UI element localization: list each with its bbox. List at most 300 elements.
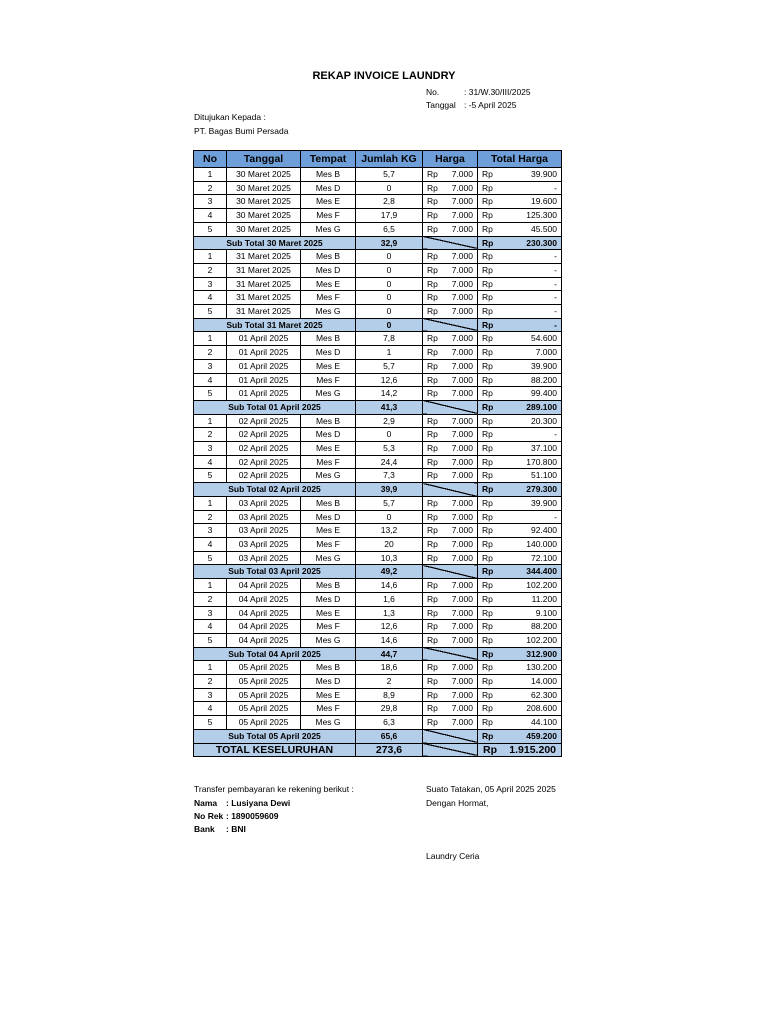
row-total [478,168,562,182]
invoice-table [193,150,562,757]
invoice-number [426,87,531,97]
total-value: 14.000 [531,676,557,687]
table-row [194,332,562,346]
currency-label: Rp [482,607,493,618]
table-row [194,250,562,264]
row-date: 31 Maret 2025 [227,277,301,291]
row-no: 4 [194,702,227,716]
table-row [194,702,562,716]
subtotal-total-value: 312.900 [526,648,557,659]
table-row [194,537,562,551]
currency-label: Rp [482,484,494,495]
row-kg: 0 [356,250,423,264]
account-number-value: : 1890059609 [226,811,279,821]
currency-label: Rp [482,292,493,303]
row-place: Mes D [301,675,356,689]
total-value: 54.600 [531,333,557,344]
price-value: 7.000 [451,251,473,262]
table-row [194,442,562,456]
price-value: 7.000 [451,360,473,371]
row-kg: 2,9 [356,414,423,428]
total-value: - [554,182,557,193]
subtotal-row [194,647,562,661]
currency-label: Rp [482,648,494,659]
row-no: 1 [194,168,227,182]
row-kg: 13,2 [356,524,423,538]
row-date: 05 April 2025 [227,688,301,702]
price-value: 7.000 [451,347,473,358]
col-header-place: Tempat [301,151,356,168]
row-date: 03 April 2025 [227,524,301,538]
table-row [194,181,562,195]
currency-label: Rp [482,415,493,426]
row-kg: 24,4 [356,455,423,469]
table-row [194,291,562,305]
row-no: 3 [194,277,227,291]
table-row [194,373,562,387]
invoice-date-label: Tanggal [426,100,456,110]
row-price [423,442,478,456]
row-price [423,195,478,209]
row-price [423,332,478,346]
row-price [423,181,478,195]
price-value: 7.000 [451,264,473,275]
row-total [478,455,562,469]
row-total [478,510,562,524]
row-no: 5 [194,716,227,730]
table-body [194,168,562,757]
row-kg: 10,3 [356,551,423,565]
price-value: 7.000 [451,333,473,344]
row-price [423,277,478,291]
col-header-price: Harga [423,151,478,168]
subtotal-label: Sub Total 30 Maret 2025 [194,236,356,250]
col-header-date: Tanggal [227,151,301,168]
row-date: 30 Maret 2025 [227,168,301,182]
subtotal-total-value: 344.400 [526,566,557,577]
row-place: Mes E [301,195,356,209]
price-value: 7.000 [451,169,473,179]
row-price [423,305,478,319]
row-place: Mes F [301,702,356,716]
row-kg: 17,9 [356,209,423,223]
row-date: 31 Maret 2025 [227,291,301,305]
recipient-company: PT. Bagas Bumi Persada [194,126,289,136]
price-value: 7.000 [451,525,473,536]
table-row [194,524,562,538]
subtotal-row [194,400,562,414]
currency-label: Rp [427,717,438,728]
row-total [478,428,562,442]
table-row [194,675,562,689]
row-kg: 8,9 [356,688,423,702]
currency-label: Rp [482,538,493,549]
account-name-value: : Lusiyana Dewi [226,798,291,808]
table-row [194,620,562,634]
total-value: 19.600 [531,196,557,207]
currency-label: Rp [482,566,494,577]
row-no: 5 [194,469,227,483]
currency-label: Rp [482,552,493,563]
subtotal-label: Sub Total 04 April 2025 [194,647,356,661]
row-no: 4 [194,455,227,469]
subtotal-price-empty [423,565,478,579]
table-row [194,195,562,209]
currency-label: Rp [482,470,493,481]
currency-label: Rp [427,210,438,221]
subtotal-price-empty [423,647,478,661]
row-kg: 14,2 [356,387,423,401]
price-value: 7.000 [451,415,473,426]
currency-label: Rp [482,374,493,385]
row-date: 04 April 2025 [227,592,301,606]
currency-label: Rp [427,676,438,687]
row-place: Mes D [301,592,356,606]
table-row [194,277,562,291]
row-kg: 7,8 [356,332,423,346]
total-value: 125.300 [526,210,557,221]
total-value: 170.800 [526,456,557,467]
row-total [478,592,562,606]
price-value: 7.000 [451,388,473,399]
table-row [194,305,562,319]
row-total [478,373,562,387]
row-kg: 0 [356,181,423,195]
place-date: Suato Tatakan, 05 April 2025 2025 [426,784,556,794]
total-value: 130.200 [526,662,557,673]
row-no: 2 [194,263,227,277]
row-price [423,387,478,401]
row-total [478,606,562,620]
currency-label: Rp [427,415,438,426]
total-value: 20.300 [531,415,557,426]
row-kg: 5,3 [356,442,423,456]
row-date: 01 April 2025 [227,387,301,401]
total-value: 11.200 [531,593,557,604]
row-total [478,195,562,209]
row-date: 30 Maret 2025 [227,222,301,236]
price-value: 7.000 [451,443,473,454]
row-price [423,551,478,565]
row-place: Mes B [301,250,356,264]
account-number [194,811,278,821]
currency-label: Rp [427,196,438,207]
row-kg: 20 [356,537,423,551]
price-value: 7.000 [451,552,473,563]
invoice-date [426,100,516,110]
currency-label: Rp [427,333,438,344]
currency-label: Rp [482,662,493,673]
row-kg: 5,7 [356,359,423,373]
row-total [478,620,562,634]
currency-label: Rp [482,689,493,700]
grand-total-row [194,743,562,757]
row-kg: 0 [356,428,423,442]
row-date: 04 April 2025 [227,606,301,620]
total-value: 62.300 [531,689,557,700]
subtotal-price-empty [423,236,478,250]
col-header-kg: Jumlah KG [356,151,423,168]
row-place: Mes E [301,524,356,538]
total-value: 45.500 [531,223,557,234]
row-price [423,633,478,647]
total-value: 51.100 [531,470,557,481]
currency-label: Rp [427,538,438,549]
price-value: 7.000 [451,470,473,481]
subtotal-total [478,483,562,497]
currency-label: Rp [427,182,438,193]
row-kg: 29,8 [356,702,423,716]
row-price [423,469,478,483]
row-place: Mes G [301,633,356,647]
total-value: - [554,306,557,317]
row-kg: 2,8 [356,195,423,209]
subtotal-total-value: - [554,319,557,330]
row-price [423,496,478,510]
currency-label: Rp [482,456,493,467]
row-no: 5 [194,551,227,565]
currency-label: Rp [427,621,438,632]
currency-label: Rp [482,593,493,604]
row-place: Mes E [301,688,356,702]
row-price [423,579,478,593]
row-kg: 7,3 [356,469,423,483]
row-no: 4 [194,537,227,551]
currency-label: Rp [482,511,493,522]
row-kg: 6,5 [356,222,423,236]
currency-label: Rp [482,347,493,358]
row-date: 30 Maret 2025 [227,195,301,209]
row-place: Mes B [301,168,356,182]
total-value: 92.400 [531,525,557,536]
transfer-note: Transfer pembayaran ke rekening berikut : [194,784,354,794]
table-row [194,263,562,277]
invoice-number-label: No. [426,87,440,97]
row-place: Mes F [301,620,356,634]
row-place: Mes G [301,551,356,565]
row-price [423,168,478,182]
row-price [423,291,478,305]
price-value: 7.000 [451,210,473,221]
row-price [423,209,478,223]
table-row [194,496,562,510]
subtotal-total [478,400,562,414]
subtotal-row [194,318,562,332]
subtotal-total-value: 279.300 [526,484,557,495]
table-row [194,455,562,469]
row-price [423,661,478,675]
price-value: 7.000 [451,717,473,728]
price-value: 7.000 [451,511,473,522]
subtotal-total [478,318,562,332]
row-date: 05 April 2025 [227,675,301,689]
row-place: Mes D [301,263,356,277]
table-row [194,168,562,182]
price-value: 7.000 [451,374,473,385]
subtotal-kg: 44,7 [356,647,423,661]
currency-label: Rp [482,388,493,399]
row-no: 3 [194,688,227,702]
currency-label: Rp [482,401,494,412]
row-date: 31 Maret 2025 [227,305,301,319]
currency-label: Rp [482,223,493,234]
row-date: 05 April 2025 [227,661,301,675]
row-total [478,222,562,236]
currency-label: Rp [427,388,438,399]
row-price [423,537,478,551]
row-no: 3 [194,606,227,620]
currency-label: Rp [482,703,493,714]
currency-label: Rp [482,264,493,275]
subtotal-price-empty [423,729,478,743]
row-total [478,387,562,401]
row-no: 4 [194,291,227,305]
invoice-date-value: : -5 April 2025 [464,100,517,110]
subtotal-label: Sub Total 02 April 2025 [194,483,356,497]
account-bank-label: Bank [194,824,215,834]
row-no: 1 [194,579,227,593]
subtotal-price-empty [423,483,478,497]
row-date: 31 Maret 2025 [227,250,301,264]
currency-label: Rp [482,319,494,330]
row-total [478,442,562,456]
row-date: 04 April 2025 [227,579,301,593]
row-no: 5 [194,305,227,319]
currency-label: Rp [482,730,494,741]
grand-total-label: TOTAL KESELURUHAN [194,743,356,757]
price-value: 7.000 [451,593,473,604]
total-value: 208.600 [526,703,557,714]
row-date: 01 April 2025 [227,346,301,360]
row-place: Mes D [301,510,356,524]
row-date: 30 Maret 2025 [227,181,301,195]
currency-label: Rp [427,525,438,536]
row-date: 02 April 2025 [227,469,301,483]
row-price [423,414,478,428]
currency-label: Rp [482,634,493,645]
currency-label: Rp [482,210,493,221]
row-kg: 1,3 [356,606,423,620]
row-kg: 14,6 [356,579,423,593]
row-total [478,291,562,305]
currency-label: Rp [427,470,438,481]
currency-label: Rp [427,443,438,454]
row-kg: 0 [356,277,423,291]
row-price [423,592,478,606]
row-date: 30 Maret 2025 [227,209,301,223]
row-total [478,359,562,373]
currency-label: Rp [482,306,493,317]
row-place: Mes B [301,661,356,675]
row-date: 31 Maret 2025 [227,263,301,277]
currency-label: Rp [482,169,493,179]
table-row [194,661,562,675]
currency-label: Rp [482,717,493,728]
row-kg: 1,6 [356,592,423,606]
row-total [478,263,562,277]
row-kg: 0 [356,510,423,524]
total-value: - [554,251,557,262]
currency-label: Rp [482,580,493,591]
row-total [478,346,562,360]
currency-label: Rp [427,292,438,303]
total-value: 39.900 [531,169,557,179]
total-value: 140.000 [526,538,557,549]
row-total [478,675,562,689]
currency-label: Rp [482,237,494,248]
currency-label: Rp [427,552,438,563]
row-no: 5 [194,387,227,401]
total-value: - [554,278,557,289]
row-place: Mes F [301,291,356,305]
subtotal-label: Sub Total 01 April 2025 [194,400,356,414]
row-date: 01 April 2025 [227,359,301,373]
row-price [423,702,478,716]
row-total [478,305,562,319]
currency-label: Rp [482,360,493,371]
row-total [478,524,562,538]
row-no: 1 [194,332,227,346]
currency-label: Rp [427,593,438,604]
row-no: 2 [194,428,227,442]
table-row [194,510,562,524]
currency-label: Rp [427,278,438,289]
row-date: 03 April 2025 [227,537,301,551]
price-value: 7.000 [451,278,473,289]
row-total [478,633,562,647]
row-place: Mes B [301,414,356,428]
subtotal-kg: 0 [356,318,423,332]
row-no: 4 [194,620,227,634]
table-row [194,579,562,593]
row-price [423,222,478,236]
row-price [423,263,478,277]
row-date: 03 April 2025 [227,551,301,565]
row-no: 1 [194,414,227,428]
row-kg: 14,6 [356,633,423,647]
row-price [423,688,478,702]
table-row [194,592,562,606]
table-row [194,633,562,647]
subtotal-price-empty [423,318,478,332]
signer-name: Laundry Ceria [426,851,480,861]
row-no: 2 [194,675,227,689]
row-price [423,428,478,442]
price-value: 7.000 [451,182,473,193]
currency-label: Rp [427,429,438,440]
row-place: Mes E [301,359,356,373]
total-value: - [554,292,557,303]
row-no: 3 [194,195,227,209]
total-value: 102.200 [526,634,557,645]
grand-total-amount [478,743,562,757]
price-value: 7.000 [451,621,473,632]
row-place: Mes B [301,579,356,593]
account-bank-value: : BNI [226,824,246,834]
row-price [423,606,478,620]
total-value: - [554,264,557,275]
row-total [478,414,562,428]
row-no: 2 [194,592,227,606]
table-row [194,359,562,373]
total-value: 88.200 [531,621,557,632]
price-value: 7.000 [451,634,473,645]
currency-label: Rp [482,621,493,632]
currency-label: Rp [427,580,438,591]
account-bank [194,824,246,834]
row-date: 02 April 2025 [227,414,301,428]
row-price [423,675,478,689]
